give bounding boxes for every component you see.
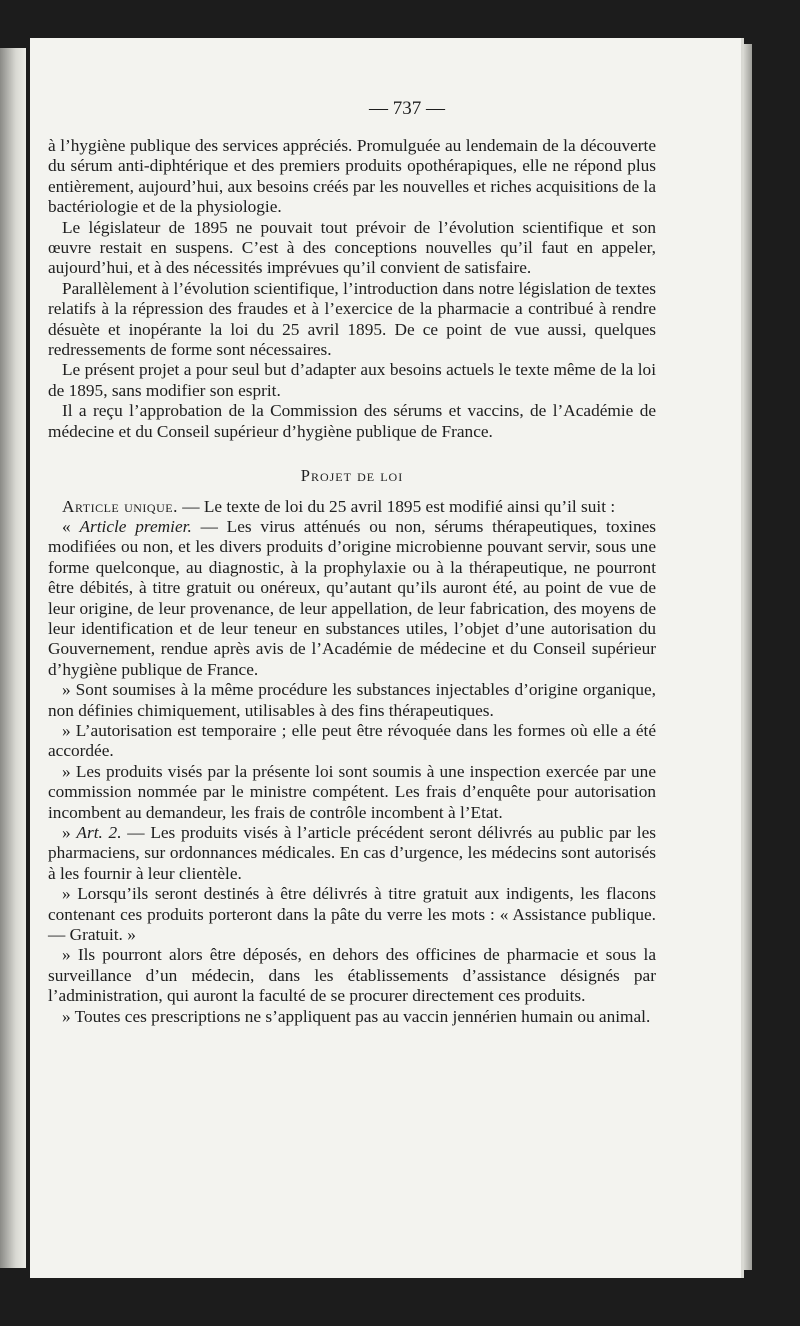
facing-page-edge xyxy=(0,48,26,1268)
art2-text: — Les produits visés à l’article précédent seront délivrés au public par les pharmaciens, sur ordonnances médicales. En cas d’urgence, les médecins sont autorisés à les fournir à leur clientèle. xyxy=(48,823,657,883)
article-premier-label: Article premier. xyxy=(79,516,192,536)
paragraph-indigents: » Lorsqu’ils seront destinés à être délivrés à titre gratuit aux indigents, les flacons contenant ces produits porteront dans la pâte du verre les mots : « Assistance publique. — Gratuit. » xyxy=(48,884,656,945)
art2-label: Art. 2. xyxy=(76,823,122,842)
paragraph-deposes: » Ils pourront alors être déposés, en dehors des officines de pharmacie et sous la surveillance d’un médecin, dans les établissements d’assistance désignés par l’administration, qui auront la faculté de se procurer directement ces produits. xyxy=(48,945,656,1006)
article-premier-text: — Les virus atténués ou non, sérums thérapeutiques, toxines modifiées ou non, et les divers produits d’origine microbienne pouvant servir, sous une forme quelconque, au diagnostic, à la prophylaxie ou à la thérapeutique, ne pourront être débités, à titre gratuit ou onéreux, qu’autant qu’ils auront été, au point de vue de leur origine, de leur provenance, de leur appellation, de leur fabrication, des moyens de leur identification et de leur teneur en substances utiles, l’objet d’une autorisation du Gouvernement, rendue après avis de l’Académie de médecine et du Conseil supérieur d’hygiène publique de France. xyxy=(48,516,656,679)
paragraph-soumises: » Sont soumises à la même procédure les substances injectables d’origine organique, non définies chimiquement, utilisables à des fins thérapeutiques. xyxy=(48,680,656,720)
article-unique xyxy=(48,497,656,517)
paragraph-5: Il a reçu l’approbation de la Commission des sérums et vaccins, de l’Académie de médecine et du Conseil supérieur d’hygiène publique de France. xyxy=(48,401,656,441)
paragraph-4: Le présent projet a pour seul but d’adapter aux besoins actuels le texte même de la loi de 1895, sans modifier son esprit. xyxy=(48,360,656,400)
section-heading: Projet de loi xyxy=(300,466,404,486)
paragraph-inspection: » Les produits visés par la présente loi sont soumis à une inspection exercée par une commission nommée par le ministre compétent. Les frais d’enquête pour autorisation incombent au demandeur, les frais de contrôle incombent à l’Etat. xyxy=(48,761,656,822)
article-premier xyxy=(48,517,656,680)
article-2 xyxy=(48,823,656,884)
page-number: — 737 — xyxy=(369,98,445,119)
paragraph-1: à l’hygiène publique des services appréciés. Promulguée au lendemain de la découverte du sérum anti-diphtérique et des premiers produits opothérapiques, elle ne répond plus entièrement, aujourd’hui, aux besoins créés par les nouvelles et riches acquisitions de la bactériologie et de la physiologie. xyxy=(48,136,656,217)
quote-open: « xyxy=(62,516,80,536)
article-unique-label: Article unique. xyxy=(62,496,178,516)
paragraph-3: Parallèlement à l’évolution scientifique, l’introduction dans notre législation de textes relatifs à la répression des fraudes et à l’exercice de la pharmacie a contribué à rendre désuète et inopérante la loi du 25 avril 1895. De ce point de vue aussi, quelques redressements de forme sont nécessaires. xyxy=(48,278,656,360)
paragraph-2: Le législateur de 1895 ne pouvait tout prévoir de l’évolution scientifique et son œuvre restait en suspens. C’est à des conceptions nouvelles qu’il faut en appeler, aujourd’hui, et à des nécessités imprévues qu’il convient de satisfaire. xyxy=(48,217,656,278)
paragraph-autorisation: » L’autorisation est temporaire ; elle peut être révoquée dans les formes où elle a été accordée. xyxy=(48,720,656,761)
article-unique-text: — Le texte de loi du 25 avril 1895 est modifié ainsi qu’il suit : xyxy=(177,496,616,516)
art2-prefix: » xyxy=(62,823,77,842)
paragraph-vaccin: » Toutes ces prescriptions ne s’appliquent pas au vaccin jennérien humain ou animal. xyxy=(62,1006,651,1026)
page-stack-edge xyxy=(744,44,752,1270)
book-page xyxy=(30,38,744,1278)
body-text xyxy=(48,136,656,1027)
